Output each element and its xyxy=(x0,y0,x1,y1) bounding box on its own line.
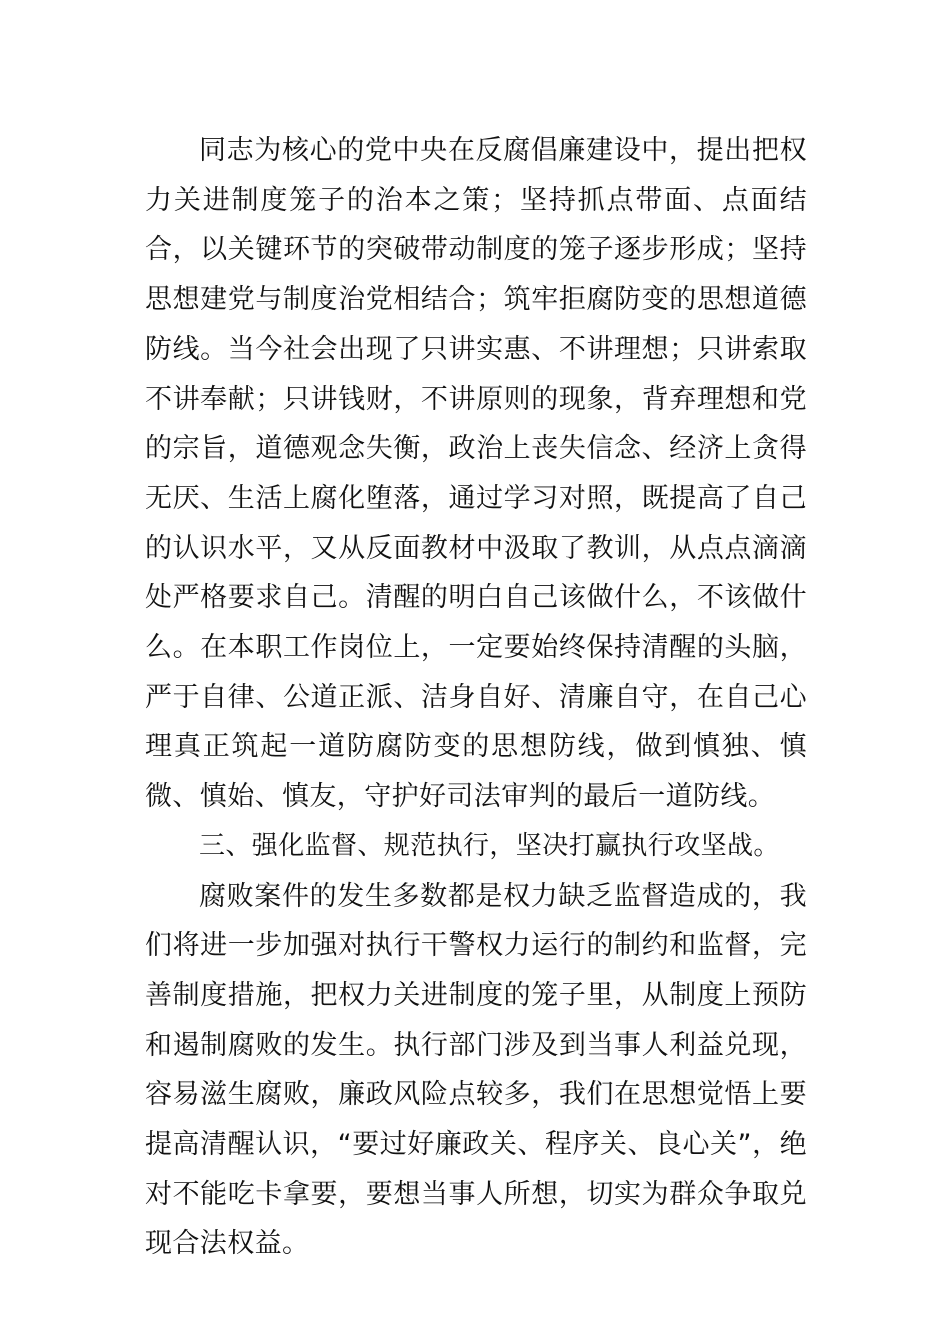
body-paragraph-1: 同志为核心的党中央在反腐倡廉建设中，提出把权力关进制度笼子的治本之策；坚持抓点带面、点面结合，以关键环节的突破带动制度的笼子逐步形成；坚持思想建党与制度治党相结合；筑牢拒腐防变的思想道德防线。当今社会出现了只讲实惠、不讲理想；只讲索取不讲奉献；只讲钱财，不讲原则的现象，背弃理想和党的宗旨，道德观念失衡，政治上丧失信念、经济上贪得无厌、生活上腐化堕落，通过学习对照，既提高了自己的认识水平，又从反面教材中汲取了教训，从点点滴滴处严格要求自己。清醒的明白自己该做什么，不该做什么。在本职工作岗位上，一定要始终保持清醒的头脑，严于自律、公道正派、洁身自好、清廉自守，在自己心理真正筑起一道防腐防变的思想防线，做到慎独、慎微、慎始、慎友，守护好司法审判的最后一道防线。 xyxy=(145,135,807,813)
section-heading-3: 三、强化监督、规范执行，坚决打赢执行攻坚战。 xyxy=(199,830,780,861)
document-body xyxy=(145,126,807,1269)
body-paragraph-2: 腐败案件的发生多数都是权力缺乏监督造成的，我们将进一步加强对执行干警权力运行的制约和监督，完善制度措施，把权力关进制度的笼子里，从制度上预防和遏制腐败的发生。执行部门涉及到当事人利益兑现，容易滋生腐败，廉政风险点较多，我们在思想觉悟上要提高清醒认识，“要过好廉政关、程序关、良心关”，绝对不能吃卡拿要，要想当事人所想，切实为群众争取兑现合法权益。 xyxy=(145,880,807,1260)
